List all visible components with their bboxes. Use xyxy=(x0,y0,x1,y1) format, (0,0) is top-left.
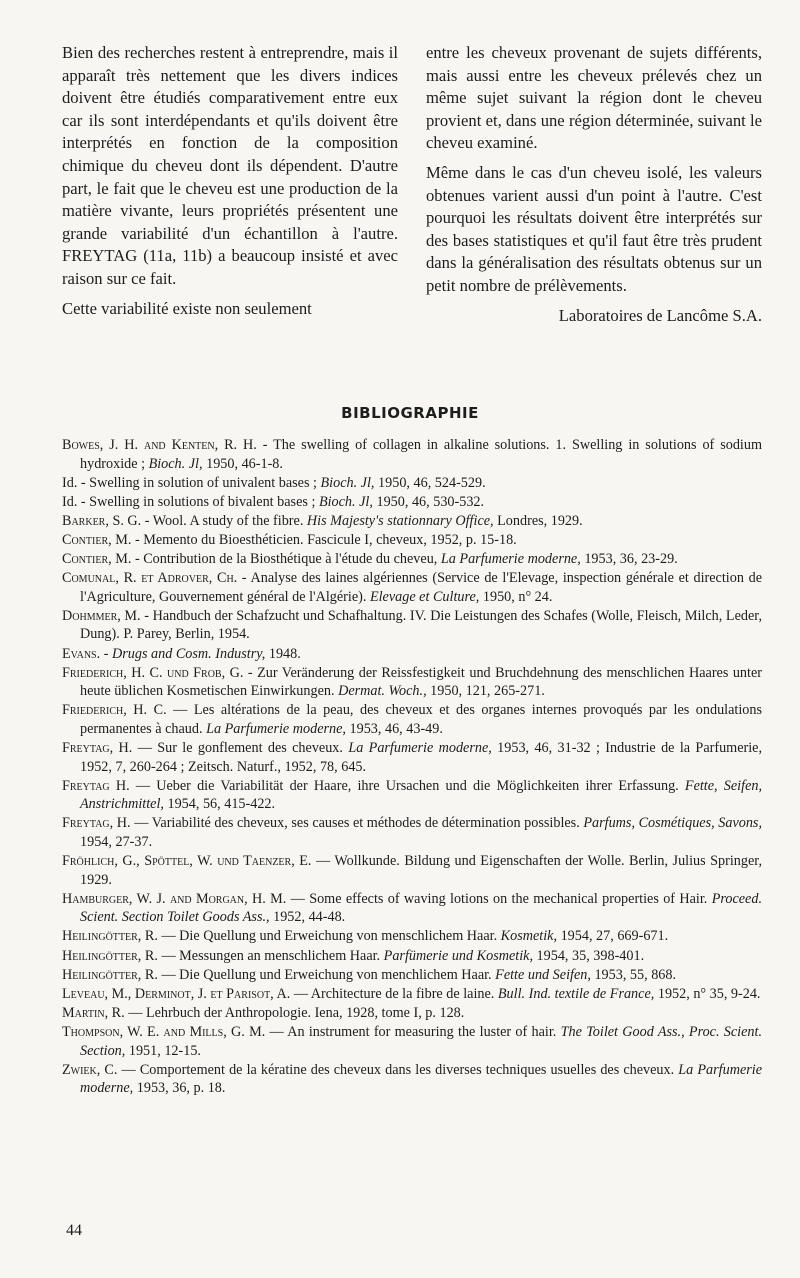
reference-text: - xyxy=(100,645,112,662)
reference-details: 1953, 46, 43-49. xyxy=(345,720,443,737)
reference-source: Bioch. Jl, xyxy=(318,493,373,510)
reference-author: Comunal, R. et Adrover, Ch. xyxy=(62,570,238,587)
reference-text: — Architecture de la fibre de laine. xyxy=(290,985,498,1002)
reference-author: Heilingötter, R. xyxy=(62,928,158,945)
reference-author: Martin, R. xyxy=(62,1004,125,1021)
reference-details: 1951, 12-15. xyxy=(125,1042,201,1059)
reference-text: — Wollkunde. Bildung und Eigenschaften der Wolle. Berlin, Julius Springer, 1929. xyxy=(80,853,762,888)
reference-source: La Parfumerie moderne, xyxy=(206,720,346,737)
reference-text: Id. - Swelling in solutions of bivalent bases ; xyxy=(62,493,319,510)
reference-author: Contier, M. xyxy=(62,551,132,568)
page-number: 44 xyxy=(66,1222,82,1239)
reference-text: — Les altérations de la peau, des cheveux et des organes internes provoqués par les ondulations permanentes à chaud. xyxy=(80,702,762,737)
left-column xyxy=(62,42,398,334)
reference-text: — Sur le gonflement des cheveux. xyxy=(132,740,349,756)
reference-entry xyxy=(62,966,762,985)
reference-entry xyxy=(62,890,762,927)
reference-source: His Majesty's stationnary Office, xyxy=(306,512,494,529)
reference-details: 1954, 35, 398-401. xyxy=(533,947,645,964)
reference-author: Thompson, W. E. and Mills, G. M. xyxy=(62,1023,266,1040)
reference-source: Bull. Ind. textile de France, xyxy=(497,985,655,1002)
reference-author: Freytag, H. xyxy=(62,815,131,832)
bibliography-title: BIBLIOGRAPHIE xyxy=(341,404,479,422)
reference-details: 1950, 121, 265-271. xyxy=(426,683,545,700)
reference-text: — An instrument for measuring the luster of hair. xyxy=(265,1023,561,1040)
reference-details: 1950, 46, 524-529. xyxy=(374,474,486,491)
reference-entry xyxy=(62,512,762,531)
reference-text: — Comportement de la kératine des cheveux dans les diverses techniques usuelles des cheveux. xyxy=(117,1061,679,1078)
reference-details: 1950, 46-1-8. xyxy=(202,455,283,472)
reference-list xyxy=(62,436,762,1098)
reference-source: The Toilet Good Ass., Proc. Scient. Section, xyxy=(80,1023,763,1059)
reference-source: Bioch. Jl, xyxy=(320,474,375,491)
reference-author: Heilingötter, R. xyxy=(62,966,158,983)
reference-source: Bioch. Jl, xyxy=(148,455,203,472)
reference-entry xyxy=(62,550,762,569)
reference-text: — Messungen an menschlichem Haar. xyxy=(157,947,384,964)
reference-source: Parfums, Cosmétiques, Savons, xyxy=(583,815,762,832)
reference-source: Kosmetik, xyxy=(500,928,558,945)
reference-author: Leveau, M., Derminot, J. et Parisot, A. xyxy=(62,985,291,1002)
reference-author: Dohmmer, M. xyxy=(62,607,141,624)
reference-source: La Parfumerie moderne, xyxy=(348,740,492,756)
reference-source: Dermat. Woch., xyxy=(338,683,427,700)
reference-source: Proceed. Scient. Section Toilet Goods Ass., xyxy=(80,890,762,926)
reference-entry xyxy=(62,531,762,550)
reference-details: 1954, 27, 669-671. xyxy=(557,928,669,945)
reference-author: Bowes, J. H. and Kenten, R. H. xyxy=(62,437,257,453)
reference-entry xyxy=(62,1061,762,1098)
right-column xyxy=(426,42,762,334)
reference-author: Zwiek, C. xyxy=(62,1061,118,1078)
article-body xyxy=(62,42,762,334)
reference-text: — Die Quellung und Erweichung von menschlichem Haar. xyxy=(157,928,501,945)
reference-author: Freytag H. xyxy=(62,777,130,794)
reference-text: - Zur Veränderung der Reissfestigkeit und Bruchdehnung des menschlichen Haares unter heute üblichen Kosmetischen Einwirkungen. xyxy=(80,664,762,700)
reference-details: 1953, 36, p. 18. xyxy=(133,1080,226,1097)
reference-author: Freytag, H. xyxy=(62,740,133,756)
reference-details: 1952, 44-48. xyxy=(269,909,346,926)
reference-details: Londres, 1929. xyxy=(493,512,583,529)
reference-details: 1953, 36, 23-29. xyxy=(580,551,678,568)
reference-entry xyxy=(62,927,762,946)
reference-author: Friederich, H. C. xyxy=(62,702,167,719)
reference-author: Evans. xyxy=(62,645,101,662)
reference-details: 1954, 27-37. xyxy=(80,833,153,850)
reference-text: — Ueber die Variabilität der Haare, ihre Ursachen und die Möglichkeiten ihrer Erfassung. xyxy=(129,777,685,794)
reference-entry xyxy=(62,436,762,473)
reference-text: - The swelling of collagen in alkaline solutions. 1. Swelling in solutions of sodium hydroxide ; xyxy=(80,437,762,472)
reference-author: Friederich, H. C. und Frob, G. xyxy=(62,664,244,681)
reference-text: - Memento du Bioesthéticien. Fascicule I, cheveux, 1952, p. 15-18. xyxy=(131,531,517,548)
reference-text: — Some effects of waving lotions on the mechanical properties of Hair. xyxy=(286,890,712,907)
reference-entry xyxy=(62,645,762,664)
reference-details: 1950, 46, 530-532. xyxy=(372,493,485,510)
reference-text: - Handbuch der Schafzucht und Schafhaltung. IV. Die Leistungen des Schafes (Wolle, Fleisch, Milch, Leder, Dung). P. Parey, Berlin, 1954. xyxy=(80,607,762,643)
reference-text: Id. - Swelling in solution of univalent bases ; xyxy=(62,474,321,491)
reference-details: 1952, n° 35, 9-24. xyxy=(654,985,761,1002)
reference-source: Parfümerie und Kosmetik, xyxy=(383,947,533,964)
reference-entry xyxy=(62,701,762,738)
reference-author: Fröhlich, G., Spöttel, W. und Taenzer, E. xyxy=(62,853,312,870)
reference-text: - Wool. A study of the fibre. xyxy=(141,512,307,529)
reference-entry xyxy=(62,474,762,493)
reference-entry xyxy=(62,493,762,512)
reference-author: Heilingötter, R. xyxy=(62,947,158,964)
reference-entry xyxy=(62,607,762,644)
reference-details: 1953, 55, 868. xyxy=(590,966,677,983)
reference-source: Elevage et Culture, xyxy=(369,588,480,605)
reference-text: — Die Quellung und Erweichung von menchlichem Haar. xyxy=(157,966,496,983)
paragraph: Même dans le cas d'un cheveu isolé, les valeurs obtenues varient aussi d'un point à l'autre. C'est pourquoi les résultats doivent être interprétés sur des bases statistiques et qu'il faut être très prudent dans la généralisation des résultats obtenus sur un petit nombre de prélèvements. xyxy=(426,162,762,295)
reference-details: 1948. xyxy=(265,645,301,662)
reference-details: 1950, n° 24. xyxy=(479,588,553,605)
reference-entry xyxy=(62,739,762,776)
reference-author: Hamburger, W. J. and Morgan, H. M. xyxy=(62,890,287,907)
reference-entry xyxy=(62,664,762,701)
reference-details: 1953, 46, 31-32 ; Industrie de la Parfumerie, 1952, 7, 260-264 ; Zeitsch. Naturf., 1952, 78, 645. xyxy=(80,740,763,775)
reference-entry xyxy=(62,1023,762,1060)
reference-entry xyxy=(62,814,762,851)
reference-source: La Parfumerie moderne, xyxy=(80,1061,762,1097)
reference-text: - Contribution de la Biosthétique à l'étude du cheveu, xyxy=(131,551,441,568)
reference-entry xyxy=(62,852,762,889)
reference-entry xyxy=(62,947,762,966)
reference-source: Fette und Seifen, xyxy=(495,966,591,983)
paragraph: Cette variabilité existe non seulement xyxy=(62,298,312,318)
reference-author: Barker, S. G. xyxy=(62,512,142,529)
reference-source: Fette, Seifen, Anstrichmittel, xyxy=(80,777,763,813)
reference-entry xyxy=(62,1004,762,1023)
reference-author: Contier, M. xyxy=(62,531,132,548)
reference-entry xyxy=(62,777,762,814)
reference-entry xyxy=(62,985,762,1004)
reference-text: — Lehrbuch der Anthropologie. Iena, 1928, tome I, p. 128. xyxy=(124,1004,465,1021)
reference-text: - Analyse des laines algériennes (Service de l'Elevage, inspection générale et direction de l'Agriculture, Gouvernement général de l'Algérie). xyxy=(80,570,762,605)
reference-source: Drugs and Cosm. Industry, xyxy=(111,645,266,662)
reference-entry xyxy=(62,569,762,606)
paragraph: entre les cheveux provenant de sujets différents, mais aussi entre les cheveux prélevés chez un même sujet suivant la région dont le cheveu provient et, dans une région déterminée, suivant le cheveu examiné. xyxy=(426,43,762,153)
signature: Laboratoires de Lancôme S.A. xyxy=(558,305,762,325)
reference-details: 1954, 56, 415-422. xyxy=(163,796,276,813)
reference-text: — Variabilité des cheveux, ses causes et méthodes de détermination possibles. xyxy=(130,815,584,832)
paragraph: Bien des recherches restent à entreprendre, mais il apparaît très nettement que les divers indices doivent être étudiés comparativement entre eux car ils sont interdépendants et qu'ils doivent être interprétés en fonction de la composition chimique du cheveu dont ils dépendent. D'autre part, le fait que le cheveu est une production de la matière vivante, leurs propriétés présentent une grande variabilité d'un échantillon à l'autre. FREYTAG (11a, 11b) a beaucoup insisté et avec raison sur ce fait. xyxy=(62,43,398,288)
reference-source: La Parfumerie moderne, xyxy=(440,551,581,568)
